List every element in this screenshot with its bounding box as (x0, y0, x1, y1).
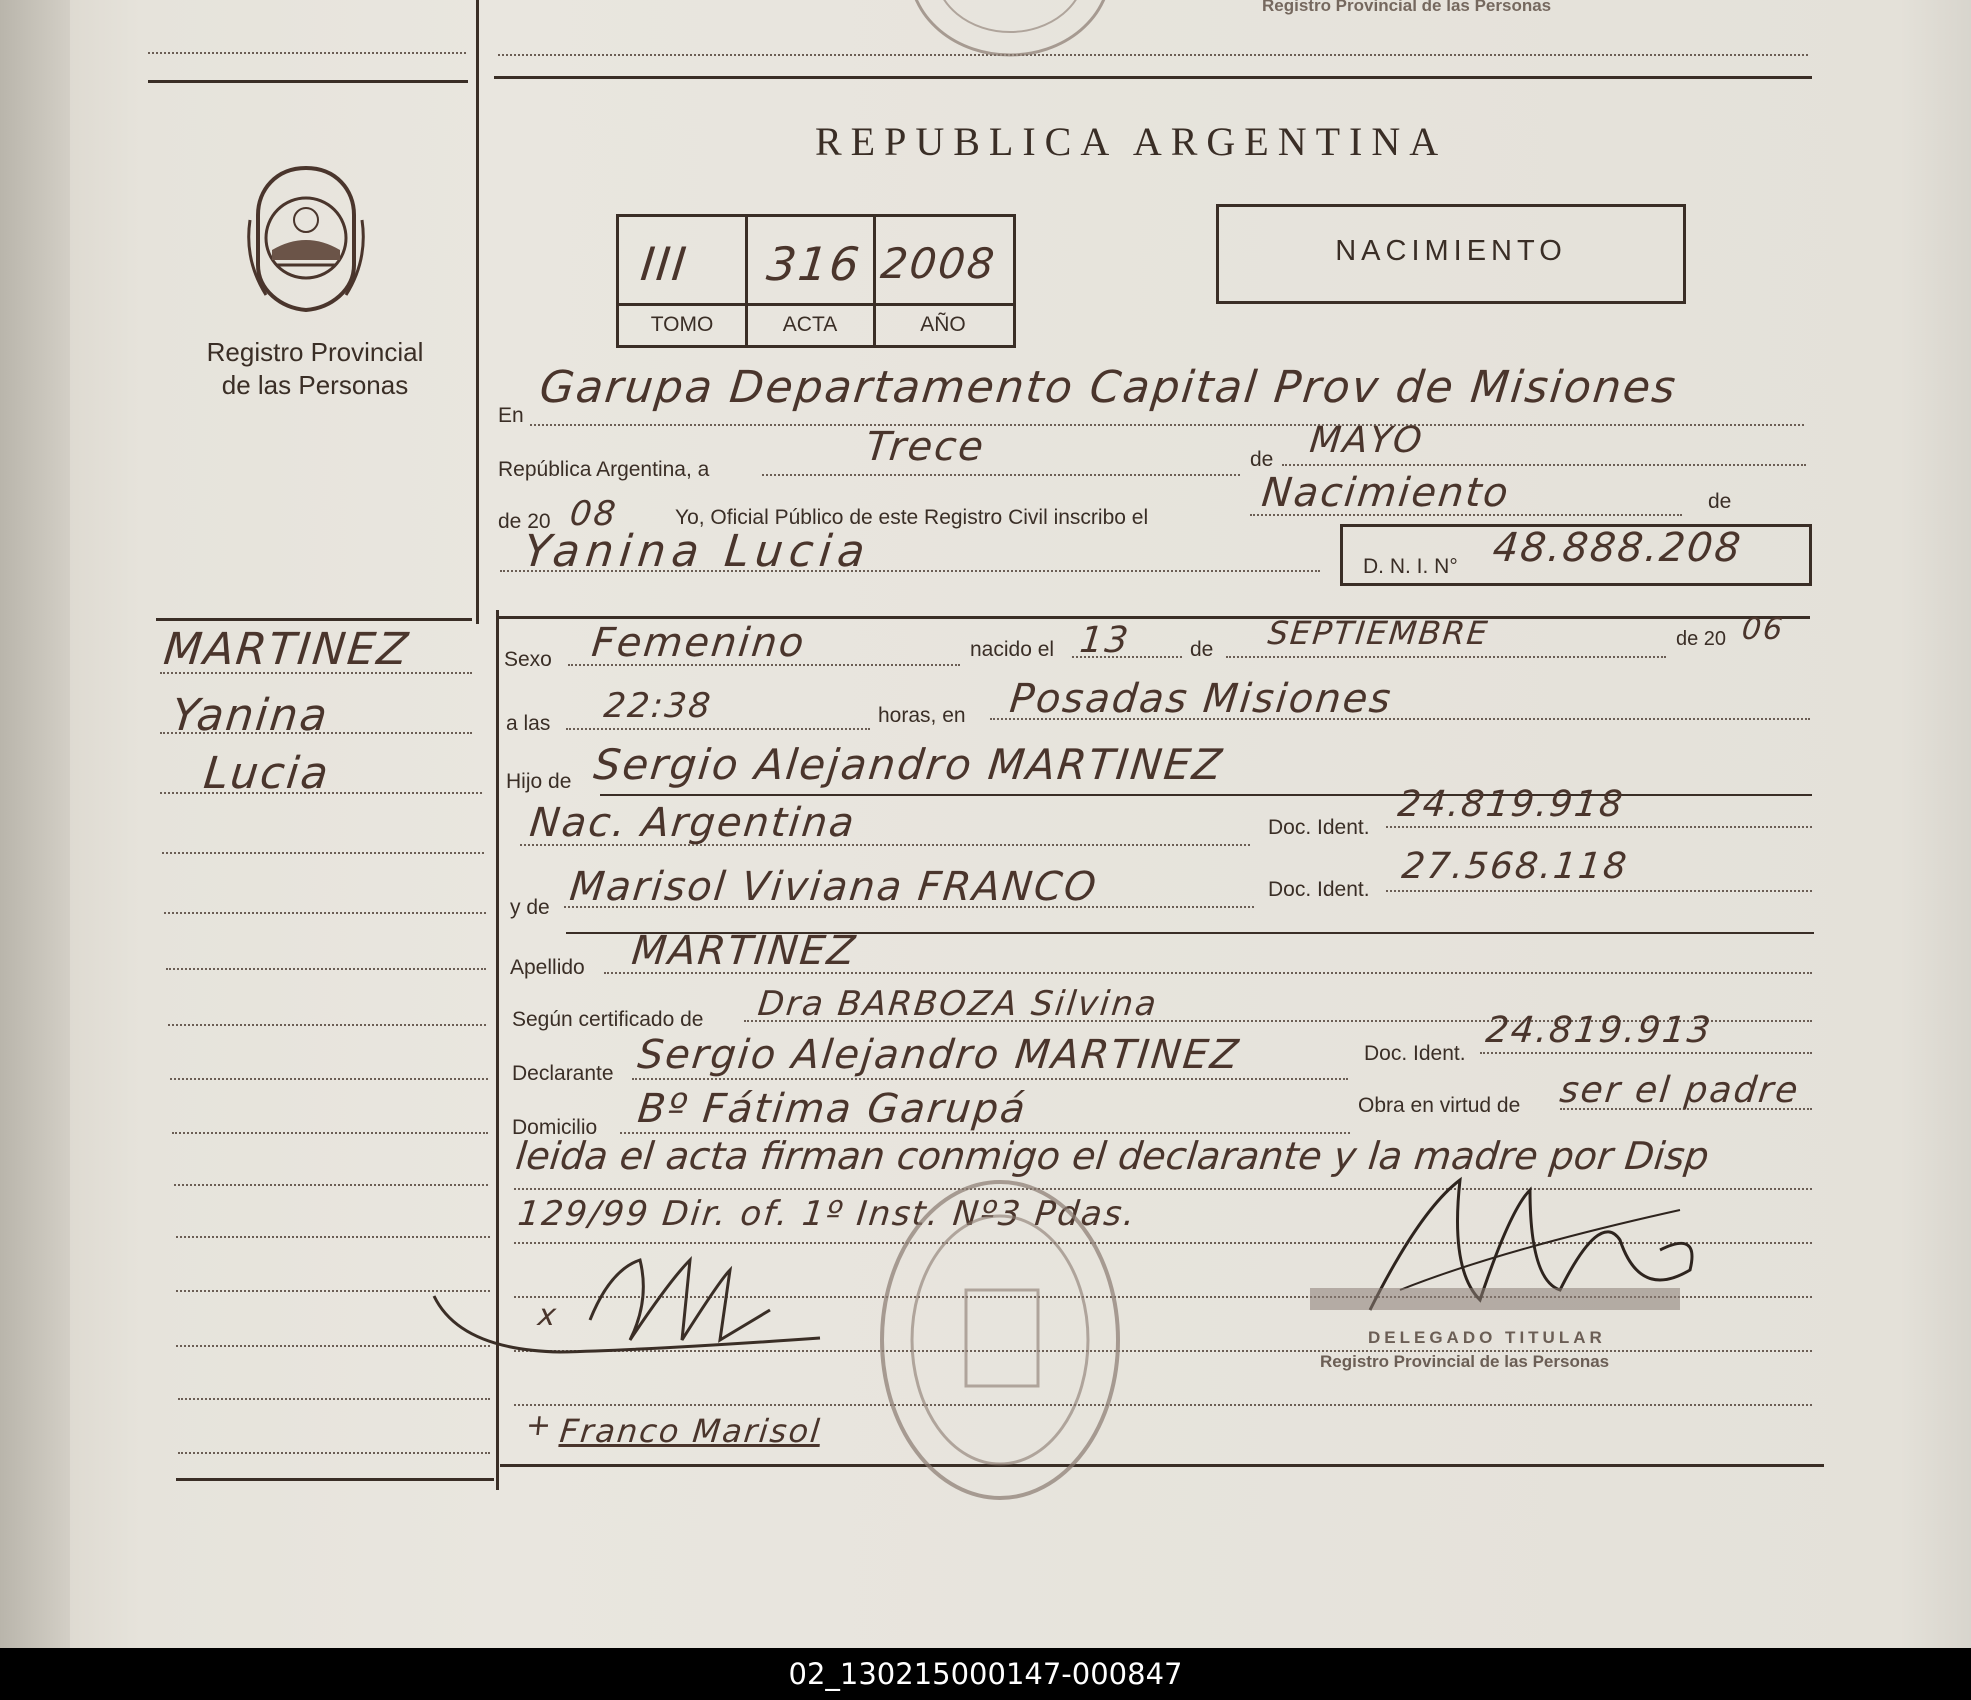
registry-top-text: Registro Provincial de las Personas (1262, 0, 1552, 15)
dotted-line (170, 1078, 488, 1080)
dotted-line (168, 1024, 486, 1026)
divider (156, 618, 472, 621)
dotted-line (178, 1452, 490, 1454)
domicilio-label: Domicilio (512, 1116, 598, 1139)
divider (500, 1464, 1824, 1467)
record-box (616, 214, 1016, 348)
apellido-label: Apellido (510, 956, 585, 979)
column-divider (476, 0, 479, 624)
dotted-line (1480, 1052, 1812, 1054)
domicilio-value: Bº Fátima Garupá (635, 1086, 1030, 1132)
yde-label: y de (510, 896, 550, 919)
day-words: Trece (863, 424, 988, 470)
year-suffix: 08 (567, 494, 620, 534)
segun-label: Según certificado de (512, 1008, 704, 1031)
mother-signature: Franco Marisol (558, 1412, 824, 1450)
alas-label: a las (506, 712, 551, 735)
birth-place: Posadas Misiones (1007, 676, 1395, 722)
birth-day: 13 (1077, 620, 1132, 661)
dotted-line (1386, 890, 1812, 892)
dotted-line (172, 1132, 488, 1134)
underline (600, 794, 1812, 796)
person-name: Yanina Lucia (521, 526, 874, 577)
margin-given1: Yanina (169, 690, 332, 741)
country-title: REPUBLICA ARGENTINA (815, 119, 1448, 164)
registry-stamp (870, 1170, 1130, 1510)
dotted-line (498, 54, 1808, 56)
divider (148, 80, 468, 83)
de-label: de (1250, 448, 1274, 471)
note-line-1: leida el acta firman conmigo el declarante y la madre por Disp (513, 1134, 1712, 1178)
dotted-line (174, 1184, 488, 1186)
mother-doc: 27.568.118 (1399, 846, 1631, 887)
dotted-line (632, 1078, 1348, 1080)
divider (176, 1478, 494, 1481)
hijo-label: Hijo de (506, 770, 572, 793)
dotted-line (1282, 464, 1806, 466)
official-title: DELEGADO TITULAR (1368, 1328, 1606, 1347)
dni-label: D. N. I. N° (1363, 555, 1458, 578)
note-line-2: 129/99 Dir. of. 1º Inst. Nº3 Pdas. (515, 1194, 1139, 1234)
month-value: MAYO (1307, 420, 1426, 461)
registry-title-line1: Registro Provincial (206, 337, 424, 367)
birth-year-prefix: de 20 (1676, 628, 1727, 650)
horas-label: horas, en (878, 704, 966, 727)
doc-label-2: Doc. Ident. (1268, 878, 1370, 901)
en-label: En (498, 404, 524, 427)
father-doc: 24.819.918 (1395, 784, 1627, 825)
type-box (1216, 204, 1686, 304)
sexo-value: Femenino (589, 620, 808, 666)
type-label: NACIMIENTO (1335, 235, 1567, 267)
year-prefix: de 20 (498, 510, 551, 533)
declarante-name: Sergio Alejandro MARTINEZ (635, 1032, 1243, 1078)
father-name: Sergio Alejandro MARTINEZ (591, 740, 1226, 789)
declarante-doc: 24.819.913 (1483, 1010, 1715, 1051)
provincial-seal (236, 160, 376, 315)
rep-label: República Argentina, a (498, 458, 710, 481)
anio-value: 2008 (878, 239, 999, 288)
tomo-label: TOMO (650, 313, 714, 336)
margin-surname: MARTINEZ (161, 624, 413, 675)
dni-box (1340, 524, 1812, 586)
mother-name: Marisol Viviana FRANCO (567, 864, 1100, 910)
time-value: 22:38 (601, 686, 715, 726)
divider (498, 616, 1810, 619)
book-binding (0, 0, 70, 1648)
margin-given2: Lucia (201, 748, 333, 799)
nationality: Nac. Argentina (527, 800, 859, 846)
place-value: Garupa Departamento Capital Prov de Misiones (537, 362, 1680, 413)
x-mark-2: + (524, 1408, 555, 1443)
dotted-line (148, 52, 466, 54)
tomo-value: III (638, 237, 691, 291)
x-mark-1: x (536, 1298, 560, 1333)
anio-label: AÑO (920, 313, 966, 336)
acta-label: ACTA (782, 313, 838, 336)
de-label-2: de (1708, 490, 1732, 513)
certifier: Dra BARBOZA Silvina (755, 984, 1160, 1024)
birth-year-suffix: 06 (1740, 612, 1787, 647)
declarant-signature (420, 1240, 860, 1400)
registry-title-line2: de las Personas (221, 370, 409, 400)
divider (494, 76, 1812, 79)
dotted-line (566, 728, 870, 730)
image-id-footer (0, 1648, 1971, 1700)
obra-value: ser el padre (1557, 1070, 1802, 1111)
doc-label-1: Doc. Ident. (1268, 816, 1370, 839)
sexo-label: Sexo (504, 648, 552, 671)
dotted-line (514, 1404, 1812, 1406)
dotted-line (166, 968, 486, 970)
obra-label: Obra en virtud de (1358, 1094, 1521, 1117)
official-name-stamp (1310, 1288, 1680, 1310)
apellido-value: MARTINEZ (629, 928, 859, 974)
de-label-3: de (1190, 638, 1214, 661)
dotted-line (762, 474, 1240, 476)
dotted-line (162, 852, 484, 854)
declarante-label: Declarante (512, 1062, 614, 1085)
dotted-line (530, 424, 1804, 426)
nacido-label: nacido el (970, 638, 1055, 661)
footer-id: 02_130215000147-000847 (788, 1657, 1183, 1691)
dotted-line (176, 1236, 490, 1238)
act-type-value: Nacimiento (1259, 470, 1513, 516)
dotted-line (1226, 656, 1666, 658)
dotted-line (1386, 826, 1812, 828)
stamp-top-partial (900, 0, 1120, 70)
doc-label-3: Doc. Ident. (1364, 1042, 1466, 1065)
acta-value: 316 (764, 237, 864, 291)
official-registry: Registro Provincial de las Personas (1320, 1352, 1610, 1371)
dotted-line (164, 912, 486, 914)
dni-value: 48.888.208 (1490, 525, 1745, 571)
yo-label: Yo, Oficial Público de este Registro Civil inscribo el (675, 506, 1149, 529)
birth-month: SEPTIEMBRE (1266, 614, 1492, 652)
